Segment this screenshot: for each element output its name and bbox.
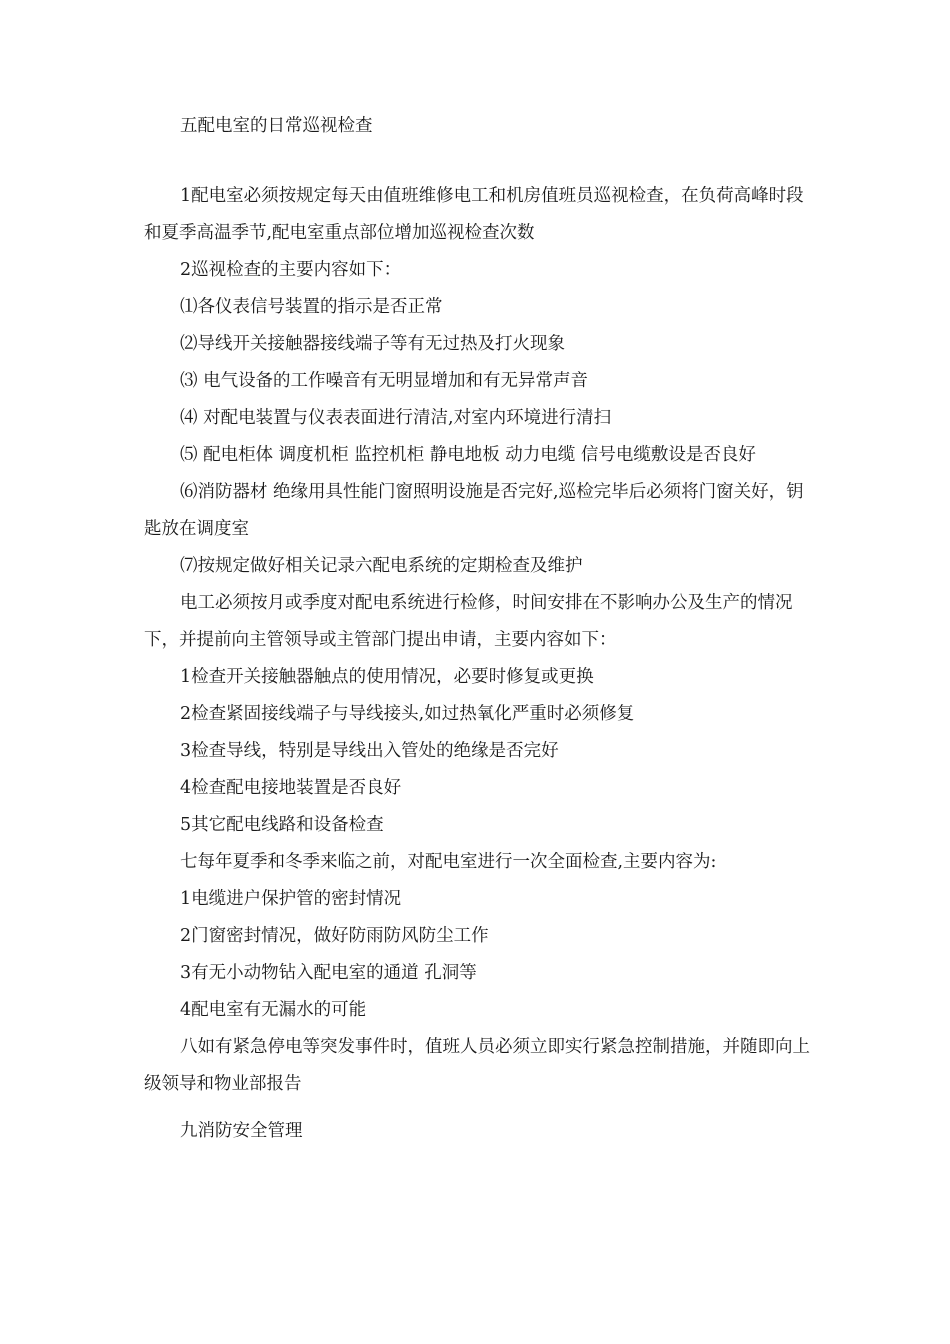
list-item: ⑺按规定做好相关记录六配电系统的定期检查及维护 (180, 556, 583, 576)
list-item: ⑷ 对配电装置与仪表表面进行清洁,对室内环境进行清扫 (180, 408, 612, 428)
paragraph: 2巡视检查的主要内容如下： (180, 260, 402, 280)
list-item: ⑹消防器材 绝缘用具性能门窗照明设施是否完好,巡检完毕后必须将门窗关好，钥匙放在调度室 (144, 482, 804, 539)
paragraph: 电工必须按月或季度对配电系统进行检修，时间安排在不影响办公及生产的情况下，并提前向主管领导或主管部门提出申请，主要内容如下： (144, 593, 793, 650)
list-item: 1检查开关接触器触点的使用情况，必要时修复或更换 (180, 667, 594, 687)
paragraph: 1配电室必须按规定每天由值班维修电工和机房值班员巡视检查，在负荷高峰时段和夏季高温季节,配电室重点部位增加巡视检查次数 (144, 186, 804, 243)
section-heading-9: 九消防安全管理 (180, 1121, 303, 1141)
list-item: 4配电室有无漏水的可能 (180, 1000, 367, 1020)
list-item: ⑸ 配电柜体 调度机柜 监控机柜 静电地板 动力电缆 信号电缆敷设是否良好 (180, 445, 756, 465)
list-item: 4检查配电接地装置是否良好 (180, 778, 402, 798)
list-item: ⑶ 电气设备的工作噪音有无明显增加和有无异常声音 (180, 371, 589, 391)
list-item: 3检查导线，特别是导线出入管处的绝缘是否完好 (180, 741, 559, 761)
section-heading-7: 七每年夏季和冬季来临之前，对配电室进行一次全面检查,主要内容为: (180, 852, 717, 872)
list-item: ⑵导线开关接触器接线端子等有无过热及打火现象 (180, 334, 565, 354)
section-heading-5: 五配电室的日常巡视检查 (180, 116, 373, 136)
list-item: 1电缆进户保护管的密封情况 (180, 889, 402, 909)
list-item: 2门窗密封情况，做好防雨防风防尘工作 (180, 926, 489, 946)
list-item: ⑴各仪表信号装置的指示是否正常 (180, 297, 443, 317)
document-body (144, 108, 814, 1150)
list-item: 5其它配电线路和设备检查 (180, 815, 384, 835)
list-item: 2检查紧固接线端子与导线接头,如过热氧化严重时必须修复 (180, 704, 635, 724)
list-item: 3有无小动物钻入配电室的通道 孔洞等 (180, 963, 477, 983)
section-heading-8: 八如有紧急停电等突发事件时，值班人员必须立即实行紧急控制措施，并随即向上级领导和物业部报告 (144, 1037, 810, 1094)
